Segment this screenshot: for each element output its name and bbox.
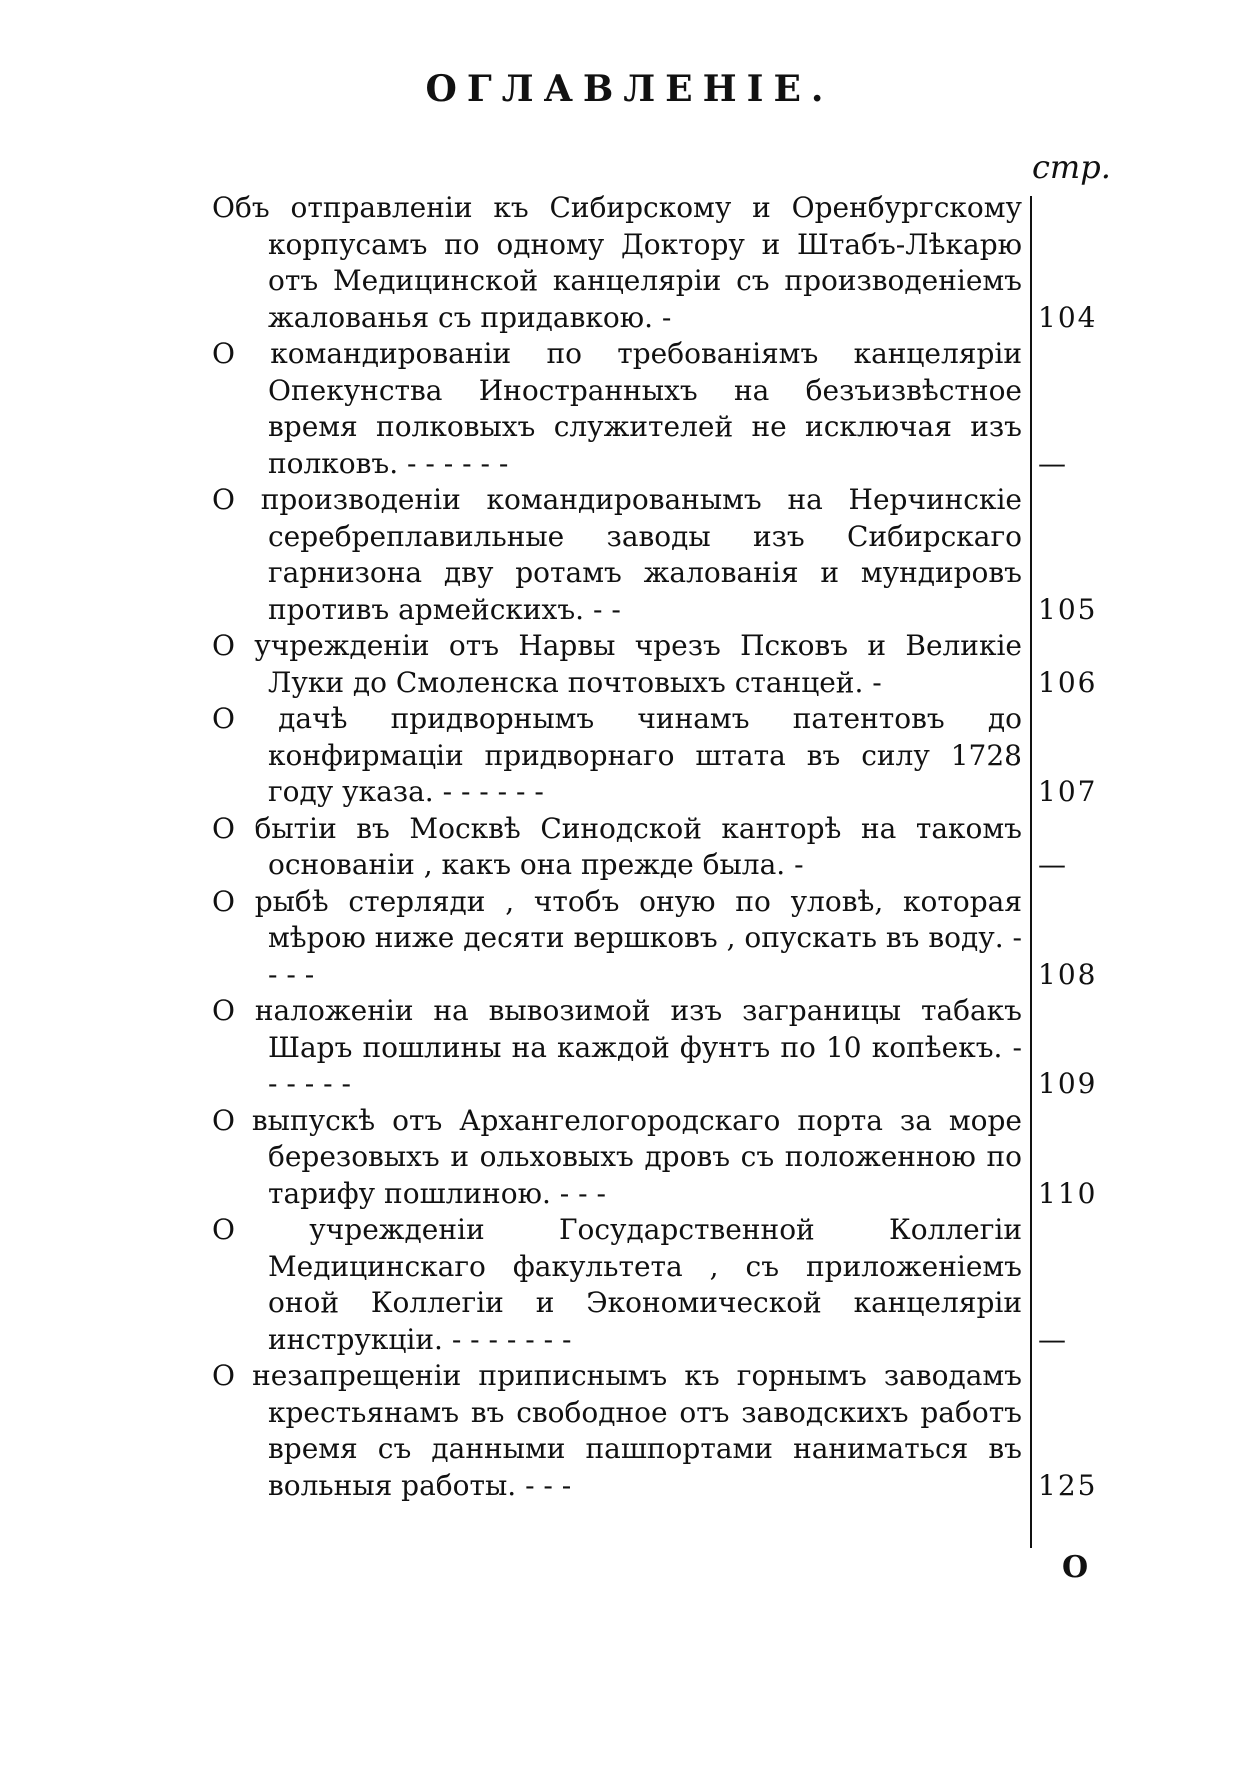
entry-page-number: 104 (1038, 300, 1098, 334)
contents-entry (212, 336, 1142, 482)
contents-entry (212, 884, 1142, 994)
contents-entry (212, 1103, 1142, 1213)
entry-text: О производеніи командированымъ на Нерчинскіе серебреплавильные заводы изъ Сибирскаго гарнизона дву ротамъ жалованія и мундировъ противъ армейскихъ. - - (212, 483, 1022, 626)
entry-page-number: — (1038, 446, 1068, 480)
entry-page-number: — (1038, 848, 1068, 881)
contents-entry (212, 1358, 1142, 1504)
catchword: О (1062, 1550, 1089, 1585)
entry-text: О командированіи по требованіямъ канцеляріи Опекунства Иностранныхъ на безъизвѣстное время полковыхъ служителей не исключая изъ полковъ. - - - - - - (212, 337, 1022, 480)
entry-text: О рыбѣ стерляди , чтобъ оную по уловѣ, которая мѣрою ниже десяти вершковъ , опускать въ воду. - - - - (212, 884, 1022, 991)
entry-text: О учрежденіи Государственной Коллегіи Медицинскаго факультета , съ приложеніемъ оной Коллегіи и Экономической канцеляріи инструкціи. - - - - - - - (212, 1213, 1022, 1356)
entry-text: О бытіи въ Москвѣ Синодской канторѣ на такомъ основаніи , какъ она прежде была. - (212, 811, 1022, 881)
contents-entry (212, 190, 1142, 336)
entry-text: О учрежденіи отъ Нарвы чрезъ Псковъ и Великіе Луки до Смоленска почтовыхъ станцей. - (212, 629, 1022, 699)
contents-entry (212, 1212, 1142, 1358)
entry-page-number: 107 (1038, 775, 1098, 808)
entry-page-number: 106 (1038, 665, 1098, 699)
entry-page-number: 105 (1038, 592, 1098, 626)
entry-text: О наложеніи на вывозимой изъ заграницы табакъ Шаръ пошлины на каждой фунтъ по 10 копѣекъ. - - - - - - (212, 994, 1022, 1100)
page-title: ОГЛАВЛЕНІЕ. (425, 68, 834, 110)
entry-page-number: 125 (1038, 1468, 1098, 1502)
page-column-header: стр. (1032, 148, 1111, 186)
entry-text: О дачѣ придворнымъ чинамъ патентовъ до конфирмаціи придворнаго штата въ силу 1728 году указа. - - - - - - (212, 702, 1022, 808)
entry-page-number: 109 (1038, 1067, 1098, 1100)
entry-text: О выпускѣ отъ Архангелогородскаго порта за море березовыхъ и ольховыхъ дровъ съ положенною по тарифу пошлиною. - - - (212, 1103, 1022, 1210)
contents-entry (212, 482, 1142, 628)
entry-text: О незапрещеніи приписнымъ къ горнымъ заводамъ крестьянамъ въ свободное отъ заводскихъ работъ время съ данными пашпортами наниматься въ вольныя работы. - - - (212, 1359, 1022, 1502)
contents-entry (212, 701, 1142, 811)
entry-page-number: — (1038, 1322, 1068, 1356)
contents-entry (212, 811, 1142, 884)
entry-text: Объ отправленіи къ Сибирскому и Оренбургскому корпусамъ по одному Доктору и Штабъ-Лѣкарю отъ Медицинской канцеляріи съ производеніемъ жалованья съ придавкою. - (212, 191, 1022, 334)
contents-entry (212, 993, 1142, 1103)
entry-page-number: 110 (1038, 1176, 1098, 1210)
entry-page-number: 108 (1038, 957, 1098, 991)
contents-entry (212, 628, 1142, 701)
contents-list (212, 190, 1142, 1504)
